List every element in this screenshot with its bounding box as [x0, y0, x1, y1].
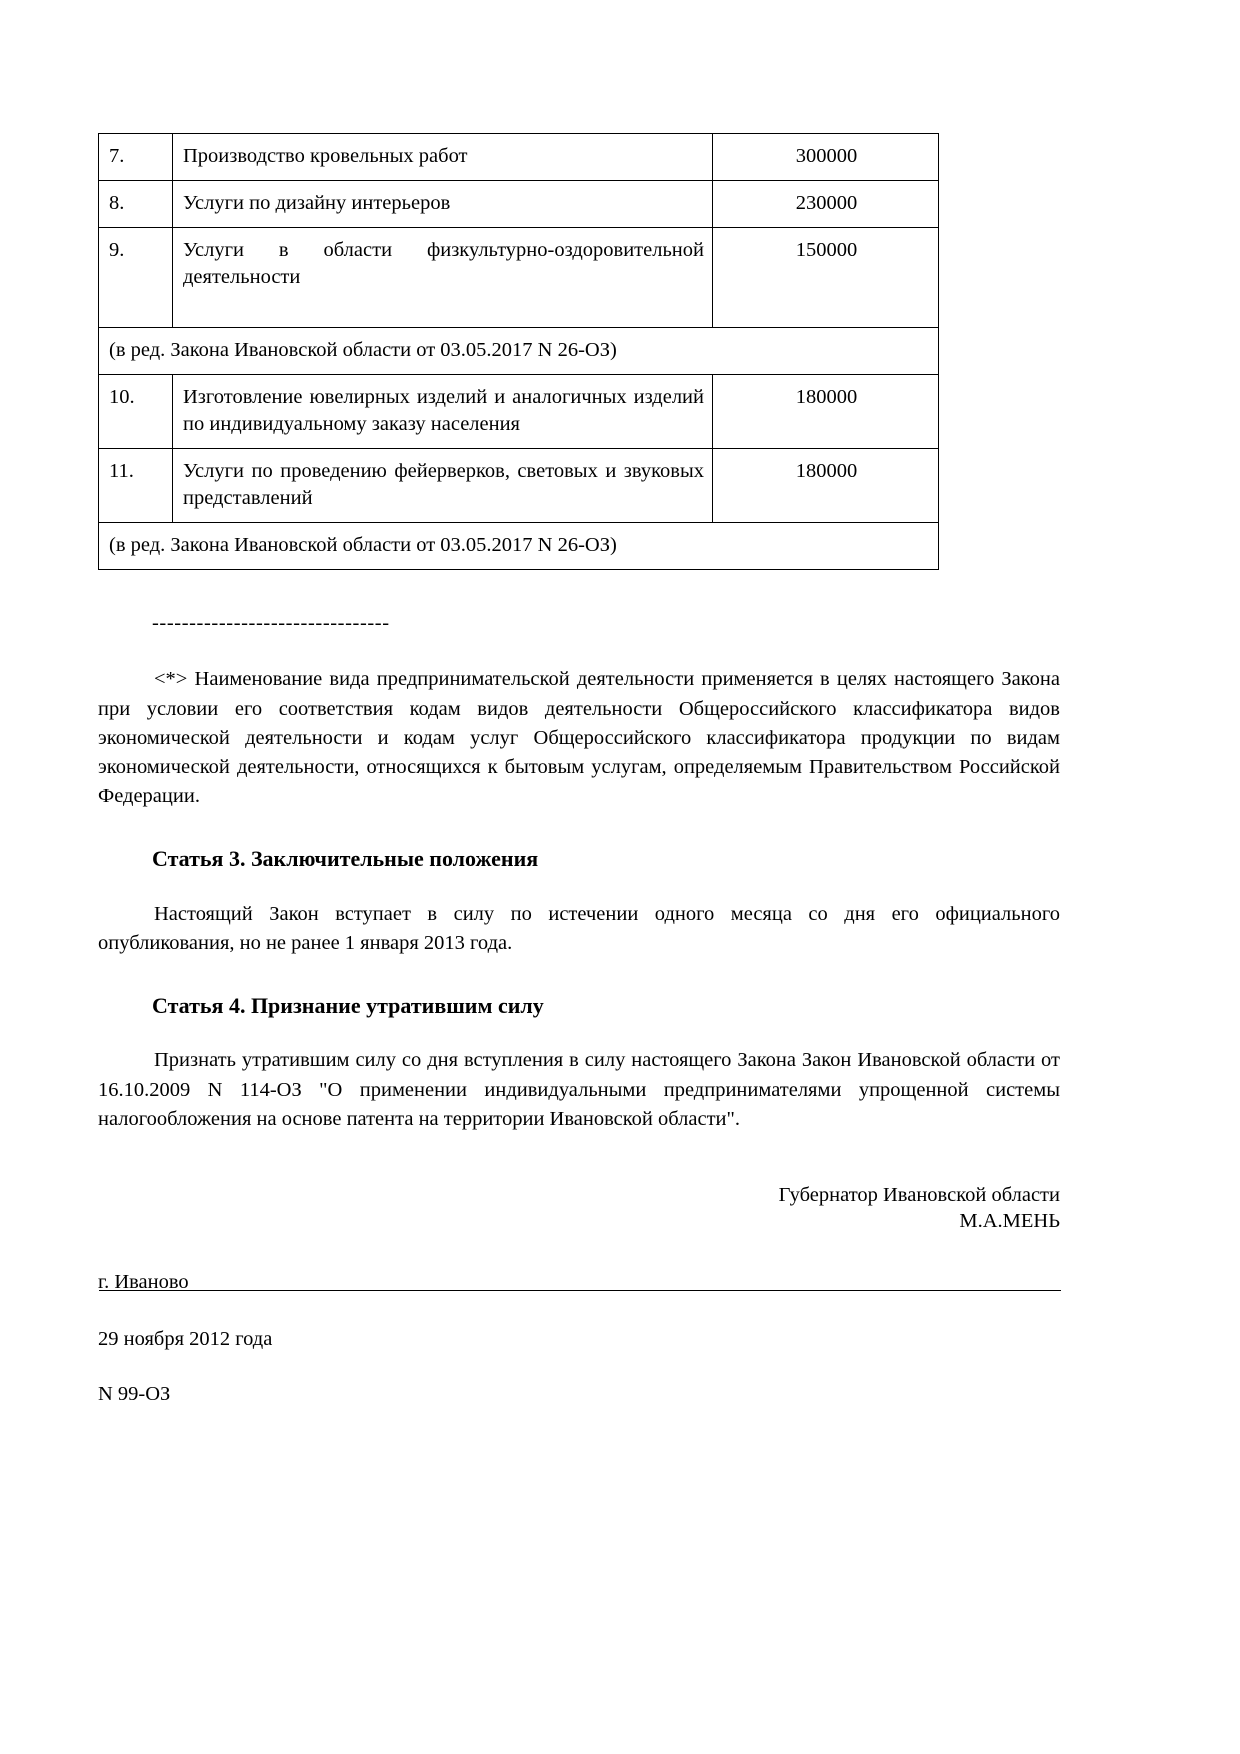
amendment-note: (в ред. Закона Ивановской области от 03.05.2017 N 26-ОЗ) — [99, 523, 939, 570]
activity-name-cell: Изготовление ювелирных изделий и аналогичных изделий по индивидуальному заказу населения — [173, 375, 713, 449]
rates-table — [98, 133, 939, 570]
income-value-cell: 300000 — [713, 134, 939, 181]
table-row — [99, 228, 939, 328]
row-number-cell: 7. — [99, 134, 173, 181]
footer-divider — [99, 1290, 1061, 1291]
rates-table-body — [99, 134, 939, 570]
table-note-row — [99, 523, 939, 570]
table-row — [99, 375, 939, 449]
table-row — [99, 449, 939, 523]
date-of-signing: 29 ноября 2012 года — [98, 1327, 273, 1350]
signature-block — [98, 1182, 1060, 1235]
income-value-cell: 180000 — [713, 375, 939, 449]
article-3-heading: Статья 3. Заключительные положения — [152, 846, 539, 872]
article-3-body: Настоящий Закон вступает в силу по истечении одного месяца со дня его официального опубликования, но не ранее 1 января 2013 года. — [98, 902, 1060, 954]
activity-name-cell: Производство кровельных работ — [173, 134, 713, 181]
footnote-separator: -------------------------------- — [152, 612, 390, 635]
table-row — [99, 134, 939, 181]
article-4-heading: Статья 4. Признание утратившим силу — [152, 992, 544, 1018]
row-number-cell: 10. — [99, 375, 173, 449]
activity-name-cell: Услуги по проведению фейерверков, световых и звуковых представлений — [173, 449, 713, 523]
signatory-title: Губернатор Ивановской области — [778, 1183, 1060, 1206]
place-of-signing: г. Иваново — [98, 1271, 189, 1294]
table-note-row — [99, 328, 939, 375]
row-number-cell: 9. — [99, 228, 173, 328]
row-number-cell: 11. — [99, 449, 173, 523]
amendment-note: (в ред. Закона Ивановской области от 03.05.2017 N 26-ОЗ) — [99, 328, 939, 375]
income-value-cell: 230000 — [713, 181, 939, 228]
activity-name-cell: Услуги по дизайну интерьеров — [173, 181, 713, 228]
row-number-cell: 8. — [99, 181, 173, 228]
income-value-cell: 150000 — [713, 228, 939, 328]
table-row — [99, 181, 939, 228]
signatory-name: М.А.МЕНЬ — [959, 1210, 1060, 1233]
income-value-cell: 180000 — [713, 449, 939, 523]
document-content — [98, 133, 1060, 1406]
footnote-paragraph: <*> Наименование вида предпринимательской деятельности применяется в целях настоящего Закона при условии его соответствия кодам видов деятельности Общероссийского классификатора видов экономической деятельности и кодам услуг Общероссийского классификатора продукции по видам экономической деятельности, относящихся к бытовым услугам, определяемым Правительством Российской Федерации. — [98, 668, 1060, 807]
document-number: N 99-ОЗ — [98, 1382, 171, 1405]
article-4-body: Признать утратившим силу со дня вступления в силу настоящего Закона Закон Ивановской области от 16.10.2009 N 114-ОЗ "О применении индивидуальными предпринимателями упрощенной системы налогообложения на основе патента на территории Ивановской области". — [98, 1049, 1060, 1130]
activity-name-cell: Услуги в области физкультурно-оздоровительной деятельности — [173, 228, 713, 328]
